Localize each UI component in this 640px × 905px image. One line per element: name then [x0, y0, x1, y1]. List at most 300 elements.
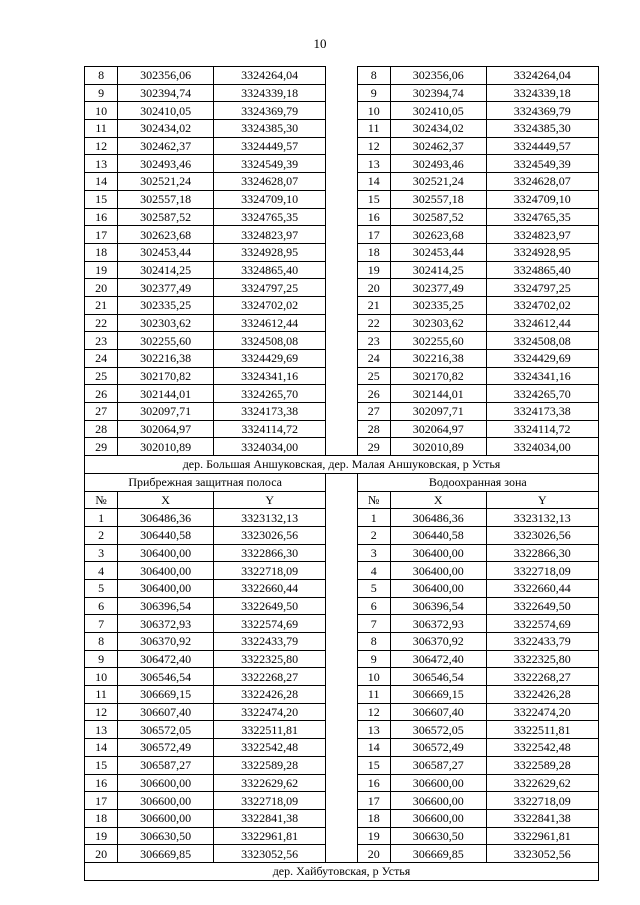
right-cell-num: 11	[357, 686, 390, 704]
left-cell-x: 302303,62	[118, 314, 214, 332]
table-row	[85, 420, 599, 438]
left-cell-y: 3324369,79	[214, 102, 326, 120]
left-cell-x: 302097,71	[118, 403, 214, 421]
right-cell-y: 3324702,02	[486, 296, 598, 314]
left-cell-x: 302377,49	[118, 279, 214, 297]
left-cell-x: 306600,00	[118, 774, 214, 792]
table-row	[85, 173, 599, 191]
right-cell-y: 3322574,69	[486, 615, 598, 633]
table-row	[85, 279, 599, 297]
left-col-num-header: №	[85, 491, 118, 509]
table-row	[85, 633, 599, 651]
table-gap	[326, 190, 357, 208]
table-row	[85, 261, 599, 279]
left-cell-y: 3324341,16	[214, 367, 326, 385]
right-cell-num: 20	[357, 845, 390, 863]
right-cell-num: 9	[357, 84, 390, 102]
left-cell-y: 3322866,30	[214, 544, 326, 562]
right-cell-x: 302356,06	[390, 67, 486, 85]
right-cell-x: 302414,25	[390, 261, 486, 279]
left-cell-y: 3324865,40	[214, 261, 326, 279]
left-cell-num: 6	[85, 597, 118, 615]
table-gap	[326, 739, 357, 757]
table-row	[85, 827, 599, 845]
table-row	[85, 367, 599, 385]
left-cell-y: 3322542,48	[214, 739, 326, 757]
left-cell-y: 3322961,81	[214, 827, 326, 845]
right-cell-y: 3322542,48	[486, 739, 598, 757]
table-gap	[326, 792, 357, 810]
table-gap	[326, 226, 357, 244]
table-gap	[326, 650, 357, 668]
section2-heading-row	[85, 456, 599, 474]
left-cell-y: 3324265,70	[214, 385, 326, 403]
left-cell-num: 18	[85, 809, 118, 827]
left-cell-y: 3324928,95	[214, 243, 326, 261]
table-row	[85, 774, 599, 792]
right-cell-x: 306486,36	[390, 509, 486, 527]
left-cell-num: 13	[85, 155, 118, 173]
right-cell-y: 3324173,38	[486, 403, 598, 421]
left-cell-x: 306572,05	[118, 721, 214, 739]
left-cell-y: 3322589,28	[214, 756, 326, 774]
right-cell-x: 302255,60	[390, 332, 486, 350]
left-cell-num: 15	[85, 190, 118, 208]
right-cell-y: 3324549,39	[486, 155, 598, 173]
left-cell-y: 3324823,97	[214, 226, 326, 244]
right-zone-title: Водоохранная зона	[357, 473, 598, 491]
table-gap	[326, 668, 357, 686]
left-cell-num: 14	[85, 739, 118, 757]
right-cell-x: 306600,00	[390, 774, 486, 792]
table-gap	[326, 243, 357, 261]
right-cell-y: 3324369,79	[486, 102, 598, 120]
right-cell-y: 3322660,44	[486, 579, 598, 597]
table-gap	[326, 84, 357, 102]
left-cell-y: 3324702,02	[214, 296, 326, 314]
left-cell-y: 3322474,20	[214, 703, 326, 721]
left-cell-x: 306587,27	[118, 756, 214, 774]
left-col-y-header: Y	[214, 491, 326, 509]
right-cell-x: 306600,00	[390, 809, 486, 827]
left-cell-x: 302623,68	[118, 226, 214, 244]
left-cell-num: 19	[85, 261, 118, 279]
left-cell-y: 3324612,44	[214, 314, 326, 332]
right-cell-y: 3323052,56	[486, 845, 598, 863]
table-gap	[326, 562, 357, 580]
left-col-x-header: X	[118, 491, 214, 509]
left-cell-x: 302255,60	[118, 332, 214, 350]
right-cell-y: 3323026,56	[486, 526, 598, 544]
left-cell-y: 3324385,30	[214, 120, 326, 138]
left-cell-num: 12	[85, 703, 118, 721]
table-gap	[326, 314, 357, 332]
left-cell-num: 23	[85, 332, 118, 350]
table-row	[85, 137, 599, 155]
table-row	[85, 668, 599, 686]
table-gap	[326, 615, 357, 633]
right-cell-y: 3324385,30	[486, 120, 598, 138]
right-cell-y: 3322866,30	[486, 544, 598, 562]
right-cell-y: 3322629,62	[486, 774, 598, 792]
table-gap	[326, 67, 357, 85]
page-number: 10	[313, 36, 327, 51]
right-cell-y: 3324114,72	[486, 420, 598, 438]
right-cell-num: 1	[357, 509, 390, 527]
table-row	[85, 385, 599, 403]
left-cell-x: 306669,85	[118, 845, 214, 863]
table-gap	[326, 703, 357, 721]
table-row	[85, 190, 599, 208]
table-row	[85, 845, 599, 863]
table-gap	[326, 137, 357, 155]
right-cell-num: 26	[357, 385, 390, 403]
right-cell-y: 3322841,38	[486, 809, 598, 827]
left-cell-x: 302010,89	[118, 438, 214, 456]
left-cell-y: 3322268,27	[214, 668, 326, 686]
right-cell-x: 302377,49	[390, 279, 486, 297]
right-cell-x: 306607,40	[390, 703, 486, 721]
right-cell-num: 16	[357, 774, 390, 792]
left-cell-num: 17	[85, 226, 118, 244]
table-gap	[326, 332, 357, 350]
left-cell-y: 3324549,39	[214, 155, 326, 173]
table-gap	[326, 756, 357, 774]
table-row	[85, 544, 599, 562]
left-cell-y: 3323052,56	[214, 845, 326, 863]
table-gap	[326, 173, 357, 191]
right-cell-num: 8	[357, 67, 390, 85]
table-row	[85, 562, 599, 580]
left-zone-title: Прибрежная защитная полоса	[85, 473, 326, 491]
right-cell-x: 306546,54	[390, 668, 486, 686]
left-cell-num: 14	[85, 173, 118, 191]
table-gap	[326, 438, 357, 456]
table-row	[85, 721, 599, 739]
left-cell-num: 20	[85, 279, 118, 297]
right-cell-x: 306572,05	[390, 721, 486, 739]
right-cell-y: 3322961,81	[486, 827, 598, 845]
left-cell-x: 302216,38	[118, 350, 214, 368]
right-cell-num: 3	[357, 544, 390, 562]
table-gap	[326, 296, 357, 314]
right-cell-num: 15	[357, 756, 390, 774]
table-row	[85, 332, 599, 350]
left-cell-x: 302493,46	[118, 155, 214, 173]
table-gap	[326, 633, 357, 651]
right-cell-num: 11	[357, 120, 390, 138]
left-cell-y: 3324429,69	[214, 350, 326, 368]
left-cell-num: 11	[85, 120, 118, 138]
left-cell-y: 3324264,04	[214, 67, 326, 85]
right-cell-y: 3324928,95	[486, 243, 598, 261]
right-cell-x: 306669,15	[390, 686, 486, 704]
left-cell-y: 3324709,10	[214, 190, 326, 208]
table-gap	[326, 491, 357, 509]
right-cell-num: 19	[357, 827, 390, 845]
table-row	[85, 509, 599, 527]
right-cell-num: 10	[357, 668, 390, 686]
left-cell-x: 302394,74	[118, 84, 214, 102]
right-cell-y: 3324449,57	[486, 137, 598, 155]
table-gap	[326, 845, 357, 863]
right-cell-y: 3322649,50	[486, 597, 598, 615]
left-cell-x: 306372,93	[118, 615, 214, 633]
right-cell-num: 8	[357, 633, 390, 651]
left-cell-x: 306607,40	[118, 703, 214, 721]
right-cell-num: 18	[357, 243, 390, 261]
left-cell-x: 302410,05	[118, 102, 214, 120]
table-row	[85, 120, 599, 138]
right-cell-y: 3324709,10	[486, 190, 598, 208]
right-cell-x: 306372,93	[390, 615, 486, 633]
table-gap	[326, 385, 357, 403]
left-cell-x: 306400,00	[118, 562, 214, 580]
left-cell-num: 26	[85, 385, 118, 403]
table-gap	[326, 279, 357, 297]
table-row	[85, 438, 599, 456]
left-cell-x: 306472,40	[118, 650, 214, 668]
left-cell-x: 302414,25	[118, 261, 214, 279]
right-cell-x: 302144,01	[390, 385, 486, 403]
left-cell-x: 306400,00	[118, 544, 214, 562]
right-cell-num: 24	[357, 350, 390, 368]
right-cell-y: 3322474,20	[486, 703, 598, 721]
left-cell-y: 3324628,07	[214, 173, 326, 191]
table-gap	[326, 367, 357, 385]
zone-title-row	[85, 473, 599, 491]
section2-heading: дер. Большая Аншуковская, дер. Малая Аншуковская, р Устья	[85, 456, 599, 474]
right-cell-x: 306400,00	[390, 579, 486, 597]
right-cell-y: 3324264,04	[486, 67, 598, 85]
right-cell-x: 306630,50	[390, 827, 486, 845]
section3-header	[85, 862, 599, 880]
left-cell-num: 2	[85, 526, 118, 544]
right-cell-x: 302216,38	[390, 350, 486, 368]
right-cell-num: 17	[357, 226, 390, 244]
left-cell-y: 3323132,13	[214, 509, 326, 527]
right-cell-num: 28	[357, 420, 390, 438]
left-cell-x: 306396,54	[118, 597, 214, 615]
left-cell-y: 3323026,56	[214, 526, 326, 544]
right-cell-x: 302410,05	[390, 102, 486, 120]
table-gap	[326, 544, 357, 562]
right-cell-x: 306587,27	[390, 756, 486, 774]
right-cell-x: 302557,18	[390, 190, 486, 208]
left-cell-num: 9	[85, 84, 118, 102]
right-cell-y: 3322511,81	[486, 721, 598, 739]
left-cell-x: 302356,06	[118, 67, 214, 85]
right-cell-y: 3322426,28	[486, 686, 598, 704]
right-cell-num: 5	[357, 579, 390, 597]
table-gap	[326, 403, 357, 421]
left-cell-y: 3322426,28	[214, 686, 326, 704]
left-cell-num: 10	[85, 668, 118, 686]
right-cell-x: 302097,71	[390, 403, 486, 421]
section3-heading: дер. Хайбутовская, р Устья	[85, 862, 599, 880]
table-gap	[326, 420, 357, 438]
right-cell-num: 23	[357, 332, 390, 350]
table-row	[85, 703, 599, 721]
table-row	[85, 526, 599, 544]
right-cell-x: 306472,40	[390, 650, 486, 668]
table-gap	[326, 721, 357, 739]
right-cell-num: 2	[357, 526, 390, 544]
section3-heading-row	[85, 862, 599, 880]
left-cell-num: 17	[85, 792, 118, 810]
table-row	[85, 650, 599, 668]
left-cell-num: 3	[85, 544, 118, 562]
right-col-x-header: X	[390, 491, 486, 509]
right-cell-y: 3324865,40	[486, 261, 598, 279]
table-row	[85, 226, 599, 244]
left-cell-x: 302521,24	[118, 173, 214, 191]
right-cell-y: 3324265,70	[486, 385, 598, 403]
right-cell-x: 302453,44	[390, 243, 486, 261]
table-gap	[326, 120, 357, 138]
left-cell-num: 15	[85, 756, 118, 774]
right-cell-y: 3323132,13	[486, 509, 598, 527]
left-cell-x: 302434,02	[118, 120, 214, 138]
left-cell-y: 3324797,25	[214, 279, 326, 297]
table-gap	[326, 809, 357, 827]
right-cell-num: 14	[357, 173, 390, 191]
right-cell-num: 29	[357, 438, 390, 456]
left-cell-num: 11	[85, 686, 118, 704]
table-gap	[326, 686, 357, 704]
table-row	[85, 350, 599, 368]
table-row	[85, 597, 599, 615]
left-cell-x: 306370,92	[118, 633, 214, 651]
left-cell-x: 302557,18	[118, 190, 214, 208]
left-cell-num: 18	[85, 243, 118, 261]
section2-rows	[85, 509, 599, 863]
right-cell-x: 302434,02	[390, 120, 486, 138]
table-row	[85, 756, 599, 774]
left-cell-num: 1	[85, 509, 118, 527]
right-cell-num: 15	[357, 190, 390, 208]
right-cell-y: 3324339,18	[486, 84, 598, 102]
right-cell-y: 3322433,79	[486, 633, 598, 651]
right-cell-x: 306669,85	[390, 845, 486, 863]
table-row	[85, 102, 599, 120]
section2-header	[85, 456, 599, 509]
section1-rows	[85, 67, 599, 456]
left-cell-y: 3324034,00	[214, 438, 326, 456]
left-cell-y: 3322325,80	[214, 650, 326, 668]
table-gap	[326, 597, 357, 615]
right-cell-y: 3324034,00	[486, 438, 598, 456]
left-cell-num: 22	[85, 314, 118, 332]
left-cell-x: 306486,36	[118, 509, 214, 527]
right-cell-num: 16	[357, 208, 390, 226]
right-cell-y: 3322589,28	[486, 756, 598, 774]
left-cell-num: 5	[85, 579, 118, 597]
left-cell-num: 20	[85, 845, 118, 863]
left-cell-x: 302453,44	[118, 243, 214, 261]
right-cell-num: 19	[357, 261, 390, 279]
right-cell-x: 302170,82	[390, 367, 486, 385]
right-cell-num: 17	[357, 792, 390, 810]
right-cell-x: 302587,52	[390, 208, 486, 226]
left-cell-x: 306630,50	[118, 827, 214, 845]
right-cell-x: 306400,00	[390, 544, 486, 562]
table-row	[85, 243, 599, 261]
right-cell-x: 306396,54	[390, 597, 486, 615]
right-cell-x: 302303,62	[390, 314, 486, 332]
right-cell-x: 302493,46	[390, 155, 486, 173]
left-cell-num: 28	[85, 420, 118, 438]
table-row	[85, 155, 599, 173]
left-cell-y: 3322574,69	[214, 615, 326, 633]
right-cell-y: 3322718,09	[486, 792, 598, 810]
right-cell-y: 3324823,97	[486, 226, 598, 244]
table-row	[85, 792, 599, 810]
left-cell-x: 306669,15	[118, 686, 214, 704]
left-cell-y: 3322718,09	[214, 562, 326, 580]
left-cell-y: 3322660,44	[214, 579, 326, 597]
left-cell-x: 302170,82	[118, 367, 214, 385]
right-col-y-header: Y	[486, 491, 598, 509]
table-row	[85, 296, 599, 314]
left-cell-y: 3322433,79	[214, 633, 326, 651]
right-cell-num: 22	[357, 314, 390, 332]
left-cell-x: 302462,37	[118, 137, 214, 155]
right-cell-num: 20	[357, 279, 390, 297]
left-cell-y: 3324173,38	[214, 403, 326, 421]
right-cell-x: 302394,74	[390, 84, 486, 102]
table-row	[85, 739, 599, 757]
table-row	[85, 686, 599, 704]
right-cell-y: 3324765,35	[486, 208, 598, 226]
left-cell-x: 302335,25	[118, 296, 214, 314]
left-cell-x: 302587,52	[118, 208, 214, 226]
left-cell-y: 3324449,57	[214, 137, 326, 155]
right-cell-num: 7	[357, 615, 390, 633]
left-cell-y: 3322511,81	[214, 721, 326, 739]
right-cell-num: 9	[357, 650, 390, 668]
left-cell-num: 10	[85, 102, 118, 120]
left-cell-x: 306600,00	[118, 809, 214, 827]
right-cell-num: 6	[357, 597, 390, 615]
left-cell-num: 7	[85, 615, 118, 633]
left-cell-num: 9	[85, 650, 118, 668]
right-cell-x: 306600,00	[390, 792, 486, 810]
left-cell-x: 306600,00	[118, 792, 214, 810]
right-col-num-header: №	[357, 491, 390, 509]
right-cell-x: 306440,58	[390, 526, 486, 544]
right-cell-num: 27	[357, 403, 390, 421]
left-cell-x: 302144,01	[118, 385, 214, 403]
column-header-row	[85, 491, 599, 509]
right-cell-y: 3322268,27	[486, 668, 598, 686]
table-row	[85, 314, 599, 332]
right-cell-y: 3324429,69	[486, 350, 598, 368]
left-cell-num: 16	[85, 774, 118, 792]
coordinates-table	[84, 66, 599, 881]
right-cell-x: 302335,25	[390, 296, 486, 314]
right-cell-x: 302521,24	[390, 173, 486, 191]
table-row	[85, 208, 599, 226]
right-cell-x: 306400,00	[390, 562, 486, 580]
table-row	[85, 84, 599, 102]
left-cell-num: 8	[85, 633, 118, 651]
table-gap	[326, 509, 357, 527]
left-cell-y: 3322649,50	[214, 597, 326, 615]
right-cell-num: 4	[357, 562, 390, 580]
left-cell-y: 3324765,35	[214, 208, 326, 226]
left-cell-num: 21	[85, 296, 118, 314]
